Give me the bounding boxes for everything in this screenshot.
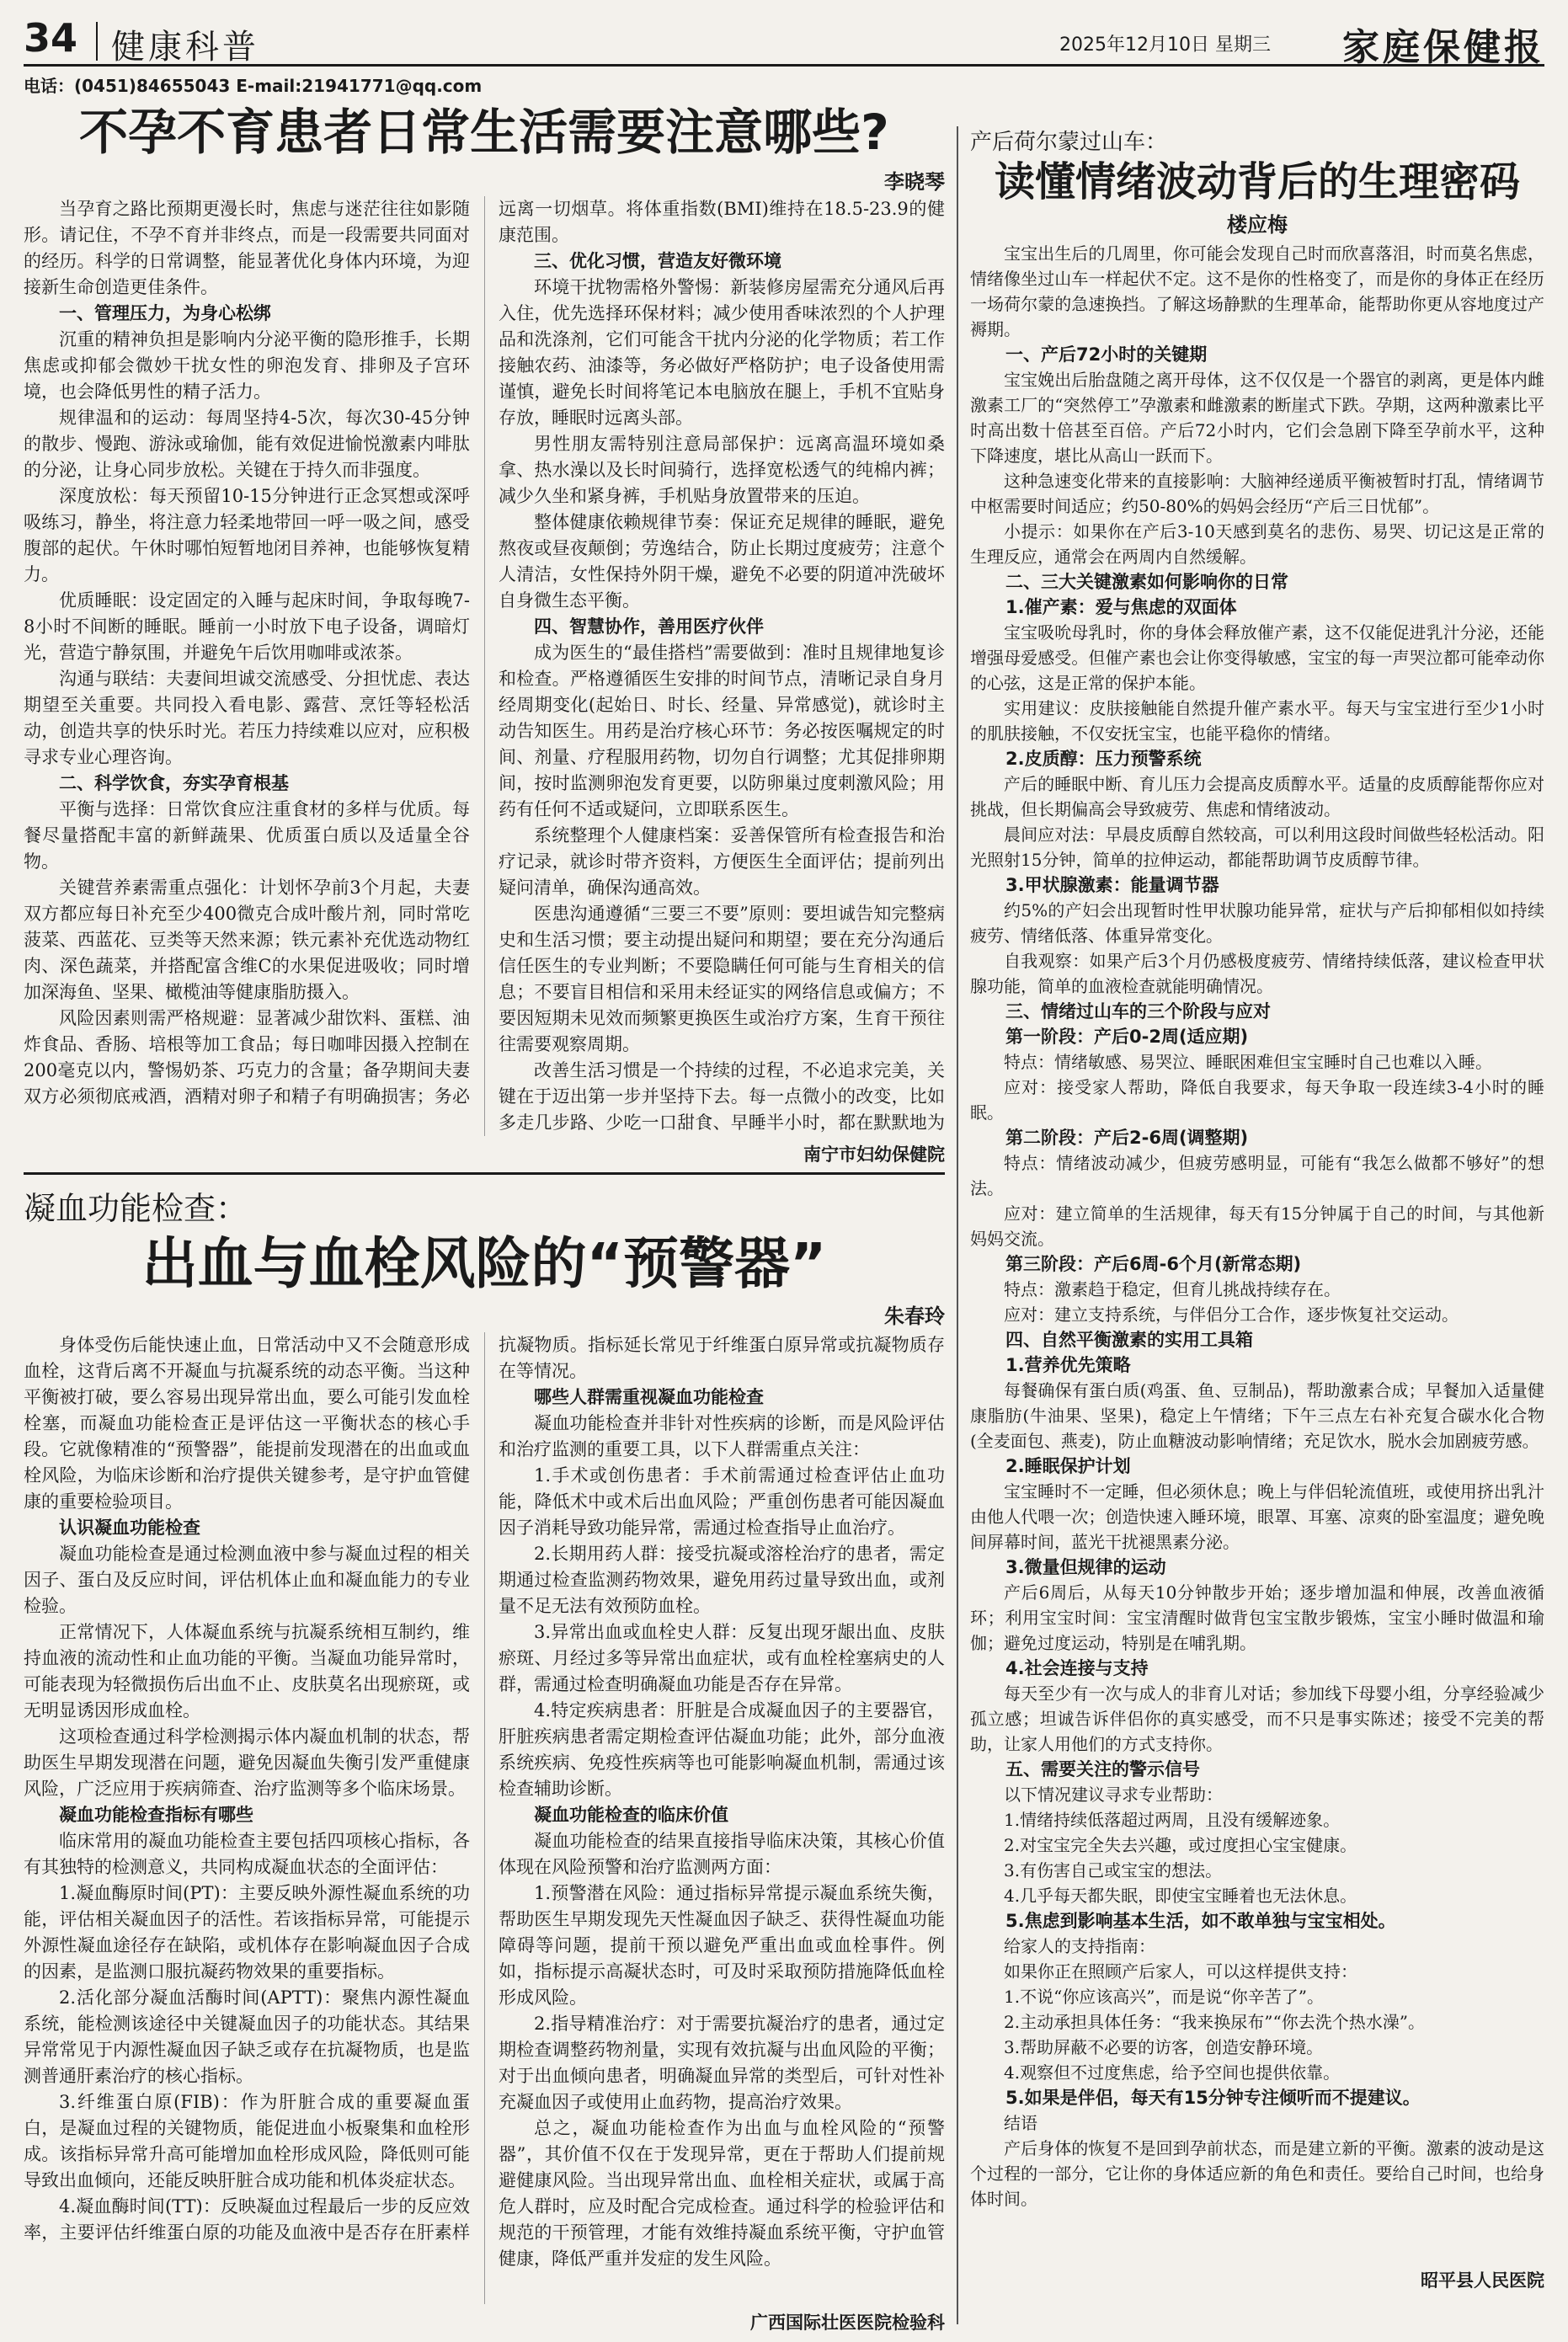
article-author: 李晓琴 xyxy=(884,170,945,194)
paragraph: 特点：情绪敏感、易哭泣、睡眠困难但宝宝睡时自己也难以入睡。 xyxy=(1004,1052,1492,1072)
paragraph: 3.有伤害自己或宝宝的想法。 xyxy=(1004,1860,1223,1881)
paragraph: 产后的睡眠中断、育儿压力会提高皮质醇水平。适量的皮质醇能帮你应对挑战，但长期偏高会导致疲劳、焦虑和情绪波动。 xyxy=(970,774,1544,819)
paragraph: 结语 xyxy=(1004,2113,1037,2133)
section-heading: 1.催产素：爱与焦虑的双面体 xyxy=(1005,597,1237,617)
article-postpartum xyxy=(970,125,1544,2338)
article-source: 广西国际壮医医院检验科 xyxy=(750,2313,945,2333)
paragraph: 宝宝睡时不一定睡，但必须休息；晚上与伴侣轮流值班，或使用挤出乳汁由他人代喂一次；创造快速入睡环境，眼罩、耳塞、凉爽的卧室温度；避免晚间屏幕时间，蓝光干扰褪黑素分泌。 xyxy=(970,1481,1544,1552)
article-coagulation xyxy=(24,1182,945,2338)
section-heading: 三、情绪过山车的三个阶段与应对 xyxy=(1005,1001,1271,1022)
section-heading: 二、三大关键激素如何影响你的日常 xyxy=(1005,572,1288,592)
paragraph: 宝宝吸吮母乳时，你的身体会释放催产素，这不仅能促进乳汁分泌，还能增强母爱感受。但催产素也会让你变得敏感，宝宝的每一声哭泣都可能牵动你的心弦，这是正常的保护本能。 xyxy=(970,622,1544,693)
paragraph: 男性朋友需特别注意局部保护：远离高温环境如桑拿、热水澡以及长时间骑行，选择宽松透气的纯棉内裤；减少久坐和紧身裤，手机贴身放置带来的压迫。 xyxy=(499,434,945,506)
section-heading: 四、自然平衡激素的实用工具箱 xyxy=(1005,1330,1253,1350)
article-divider xyxy=(24,1172,945,1175)
page-number: 34 xyxy=(24,15,78,61)
article-infertility xyxy=(24,99,945,1166)
paragraph: 3.异常出血或血栓史人群：反复出现牙龈出血、皮肤瘀斑、月经过多等异常出血症状，或有血栓栓塞病史的人群，需通过检查明确凝血功能是否存在异常。 xyxy=(499,1622,945,1694)
paragraph: 风险因素则需严格规避：显著减少甜饮料、蛋糕、油炸食品、香肠、培根等加工食品；每日咖啡因摄入控制在200毫克以内，警惕奶茶、巧克力的含量；备孕期间夫妻双方必须彻底戒酒，酒精对卵子和精子有明确损害；务必远离一切烟草。将体重指数(BMI)维持在18.5-23.9的健康范围。 xyxy=(24,199,945,1107)
paragraph: 1.凝血酶原时间(PT)：主要反映外源性凝血系统的功能，评估相关凝血因子的活性。若该指标异常，可能提示外源性凝血途径存在缺陷，或机体存在影响凝血因子合成的因素，是监测口服抗凝药物效果的重要指标。 xyxy=(24,1883,470,1982)
paragraph: 2.长期用药人群：接受抗凝或溶栓治疗的患者，需定期通过检查监测药物效果，避免用药过量导致出血，或剂量不足无法有效预防血栓。 xyxy=(499,1544,945,1616)
article-kicker: 产后荷尔蒙过山车： xyxy=(970,130,1168,155)
issue-date: 2025年12月10日 星期三 xyxy=(1059,35,1271,56)
article-headline: 出血与血栓风险的“预警器” xyxy=(141,1231,827,1296)
paragraph: 应对：接受家人帮助，降低自我要求，每天争取一段连续3-4小时的睡眠。 xyxy=(970,1077,1544,1123)
paragraph: 临床常用的凝血功能检查主要包括四项核心指标，各有其独特的检测意义，共同构成凝血状态的全面评估： xyxy=(24,1831,470,1877)
section-heading: 第一阶段：产后0-2周(适应期) xyxy=(1005,1027,1249,1047)
article-body xyxy=(24,1332,945,2304)
paragraph: 以下情况建议寻求专业帮助： xyxy=(1004,1785,1223,1805)
paragraph: 特点：情绪波动减少，但疲劳感明显，可能有“我怎么做都不够好”的想法。 xyxy=(970,1153,1544,1198)
paragraph: 2.主动承担具体任务：“我来换尿布”“你去洗个热水澡”。 xyxy=(1004,2012,1425,2032)
section-heading: 第三阶段：产后6周-6个月(新常态期) xyxy=(1005,1254,1302,1274)
article-source: 南宁市妇幼保健院 xyxy=(803,1144,945,1165)
paragraph: 整体健康依赖规律节奏：保证充足规律的睡眠，避免熬夜或昼夜颠倒；劳逸结合，防止长期过度疲劳；注意个人清洁，女性保持外阴干燥，避免不必要的阴道冲洗破坏自身微生态平衡。 xyxy=(499,512,945,611)
paragraph: 凝血功能检查是通过检测血液中参与凝血过程的相关因子、蛋白及反应时间，评估机体止血和凝血能力的专业检验。 xyxy=(24,1544,470,1616)
section-heading: 3.甲状腺激素：能量调节器 xyxy=(1005,875,1219,895)
paper-name: 家庭保健报 xyxy=(1342,26,1544,69)
section-heading: 2.皮质醇：压力预警系统 xyxy=(1005,749,1202,769)
paragraph: 凝血功能检查并非针对性疾病的诊断，而是风险评估和治疗监测的重要工具，以下人群需重点关注： xyxy=(499,1413,945,1459)
article-body xyxy=(24,196,945,1136)
masthead-divider xyxy=(96,22,98,61)
section-heading: 5.焦虑到影响基本生活，如不敢单独与宝宝相处。 xyxy=(1005,1911,1396,1931)
paragraph: 产后身体的恢复不是回到孕前状态，而是建立新的平衡。激素的波动是这个过程的一部分，它让你的身体适应新的角色和责任。要给自己时间，也给身体时间。 xyxy=(970,2138,1544,2209)
section-heading: 4.社会连接与支持 xyxy=(1005,1658,1149,1678)
paragraph: 1.预警潜在风险：通过指标异常提示凝血系统失衡，帮助医生早期发现先天性凝血因子缺乏、获得性凝血功能障碍等问题，提前干预以避免严重出血或血栓事件。例如，指标提示高凝状态时，可及时采取预防措施降低血栓形成风险。 xyxy=(499,1883,945,2008)
paragraph: 晨间应对法：早晨皮质醇自然较高，可以利用这段时间做些轻松活动。阳光照射15分钟，简单的拉伸运动，都能帮助调节皮质醇节律。 xyxy=(970,824,1544,870)
paragraph: 每餐确保有蛋白质(鸡蛋、鱼、豆制品)，帮助激素合成；早餐加入适量健康脂肪(牛油果、坚果)，稳定上午情绪；下午三点左右补充复合碳水化合物(全麦面包、燕麦)，防止血糖波动影响情绪；充足饮水，脱水会加剧疲劳感。 xyxy=(970,1380,1544,1451)
paragraph: 当孕育之路比预期更漫长时，焦虑与迷茫往往如影随形。请记住，不孕不育并非终点，而是一段需要共同面对的经历。科学的日常调整，能显著优化身体内环境，为迎接新生命创造更佳条件。 xyxy=(24,199,470,297)
article-kicker: 凝血功能检查： xyxy=(24,1190,248,1227)
paragraph: 2.活化部分凝血活酶时间(APTT)：聚焦内源性凝血系统，能检测该途径中关键凝血因子的功能状态。其结果异常常见于内源性凝血因子缺乏或存在抗凝物质，也是监测普通肝素治疗的核心指标。 xyxy=(24,1987,470,2086)
section-heading: 凝血功能检查的临床价值 xyxy=(534,1805,728,1825)
section-heading: 5.如果是伴侣，每天有15分钟专注倾听而不提建议。 xyxy=(1005,2088,1421,2108)
paragraph: 这种急速变化带来的直接影响：大脑神经递质平衡被暂时打乱，情绪调节中枢需要时间适应；约50-80%的妈妈会经历“产后三日忧郁”。 xyxy=(970,471,1544,516)
paragraph: 实用建议：皮肤接触能自然提升催产素水平。每天与宝宝进行至少1小时的肌肤接触，不仅安抚宝宝，也能平稳你的情绪。 xyxy=(970,698,1544,744)
article-author: 朱春玲 xyxy=(884,1304,945,1328)
paragraph: 成为医生的“最佳搭档”需要做到：准时且规律地复诊和检查。严格遵循医生安排的时间节点，清晰记录自身月经周期变化(起始日、时长、经量、异常感觉)，就诊时主动告知医生。用药是治疗核心环节：务必按医嘱规定的时间、剂量、疗程服用药物，切勿自行调整；尤其促排卵期间，按时监测卵泡发育更要，以防卵巢过度刺激风险；用药有任何不适或疑问，立即联系医生。 xyxy=(499,643,945,819)
paragraph: 平衡与选择：日常饮食应注重食材的多样与优质。每餐尽量搭配丰富的新鲜蔬果、优质蛋白质以及适量全谷物。 xyxy=(24,799,470,872)
column-divider xyxy=(957,126,958,2324)
paragraph: 这项检查通过科学检测揭示体内凝血机制的状态，帮助医生早期发现潜在问题，避免因凝血失衡引发严重健康风险，广泛应用于疾病筛查、治疗监测等多个临床场景。 xyxy=(24,1726,470,1799)
paragraph: 如果你正在照顾产后家人，可以这样提供支持： xyxy=(1004,1961,1357,1982)
paragraph: 每天至少有一次与成人的非育儿对话；参加线下母婴小组，分享经验减少孤立感；坦诚告诉伴侣你的真实感受，而不只是事实陈述；接受不完美的帮助，让家人用他们的方式支持你。 xyxy=(970,1683,1544,1754)
paragraph: 4.特定疾病患者：肝脏是合成凝血因子的主要器官，肝脏疾病患者需定期检查评估凝血功能；此外，部分血液系统疾病、免疫性疾病等也可能影响凝血机制，需通过该检查辅助诊断。 xyxy=(499,1700,945,1799)
paragraph: 特点：激素趋于稳定，但育儿挑战持续存在。 xyxy=(1004,1279,1341,1299)
paragraph: 给家人的支持指南： xyxy=(1004,1936,1155,1956)
article-source: 昭平县人民医院 xyxy=(1421,2270,1544,2291)
article-body xyxy=(970,241,1544,2262)
paragraph: 沉重的精神负担是影响内分泌平衡的隐形推手，长期焦虑或抑郁会微妙干扰女性的卵泡发育、排卵及子宫环境，也会降低男性的精子活力。 xyxy=(24,329,470,402)
section-heading: 3.微量但规律的运动 xyxy=(1005,1557,1166,1577)
paragraph: 宝宝娩出后胎盘随之离开母体，这不仅仅是一个器官的剥离，更是体内雌激素工厂的“突然停工”孕激素和雌激素的断崖式下跌。孕期，这两种激素比平时高出数十倍甚至百倍。产后72小时内，它们会急剧下降至孕前水平，这种下降速度，堪比从高山一跃而下。 xyxy=(970,370,1544,466)
section-heading: 三、优化习惯，营造友好微环境 xyxy=(534,251,781,271)
paragraph: 1.手术或创伤患者：手术前需通过检查评估止血功能，降低术中或术后出血风险；严重创伤患者可能因凝血因子消耗导致功能异常，需通过检查指导止血治疗。 xyxy=(499,1465,945,1538)
paragraph: 系统整理个人健康档案：妥善保管所有检查报告和治疗记录，就诊时带齐资料，方便医生全面评估；提前列出疑问清单，确保沟通高效。 xyxy=(499,825,945,898)
paragraph: 沟通与联结：夫妻间坦诚交流感受、分担忧虑、表达期望至关重要。共同投入看电影、露营、烹饪等轻松活动，创造共享的快乐时光。若压力持续难以应对，应积极寻求专业心理咨询。 xyxy=(24,669,470,767)
paragraph: 环境干扰物需格外警惕：新装修房屋需充分通风后再入住，优先选择环保材料；减少使用香味浓烈的个人护理品和洗涤剂，它们可能含干扰内分泌的化学物质；若工作接触农药、油漆等，务必做好严格防护；电子设备使用需谨慎，避免长时间将笔记本电脑放在腿上，手机不宜贴身存放，睡眠时远离头部。 xyxy=(499,277,945,428)
paragraph: 规律温和的运动：每周坚持4-5次，每次30-45分钟的散步、慢跑、游泳或瑜伽，能有效促进愉悦激素内啡肽的分泌，让身心同步放松。关键在于持久而非强度。 xyxy=(24,408,470,480)
paragraph: 深度放松：每天预留10-15分钟进行正念冥想或深呼吸练习，静坐，将注意力轻柔地带回一呼一吸之间，感受腹部的起伏。午休时哪怕短暂地闭目养神，也能够恢复精力。 xyxy=(24,486,470,584)
paragraph: 自我观察：如果产后3个月仍感极度疲劳、情绪持续低落，建议检查甲状腺功能，简单的血液检查就能明确情况。 xyxy=(970,951,1544,996)
paragraph: 应对：建立支持系统，与伴侣分工合作，逐步恢复社交运动。 xyxy=(1004,1304,1459,1325)
section-heading: 第二阶段：产后2-6周(调整期) xyxy=(1005,1128,1249,1148)
article-author: 楼应梅 xyxy=(1227,213,1288,237)
paragraph: 身体受伤后能快速止血，日常活动中又不会随意形成血栓，这背后离不开凝血与抗凝系统的动态平衡。当这种平衡被打破，要么容易出现异常出血，要么可能引发血栓栓塞，而凝血功能检查正是评估这一平衡状态的核心手段。它就像精准的“预警器”，能提前发现潜在的出血或血栓风险，为临床诊断和治疗提供关键参考，是守护血管健康的重要检验项目。 xyxy=(24,1335,470,1512)
paragraph: 总之，凝血功能检查作为出血与血栓风险的“预警器”，其价值不仅在于发现异常，更在于帮助人们提前规避健康风险。当出现异常出血、血栓相关症状，或属于高危人群时，应及时配合完成检查。通过科学的检验评估和规范的干预管理，才能有效维持凝血系统平衡，守护血管健康，降低严重并发症的发生风险。 xyxy=(499,2118,945,2269)
paragraph: 4.几乎每天都失眠，即使宝宝睡着也无法休息。 xyxy=(1004,1886,1357,1906)
paragraph: 医患沟通遵循“三要三不要”原则：要坦诚告知完整病史和生活习惯；要主动提出疑问和期望；要在充分沟通后信任医生的专业判断；不要隐瞒任何可能与生育相关的信息；不要盲目相信和采用未经证实的网络信息或偏方；不要因短期未见效而频繁更换医生或治疗方案，生育干预往往需要观察周期。 xyxy=(499,904,945,1054)
paragraph: 凝血功能检查的结果直接指导临床决策，其核心价值体现在风险预警和治疗监测两方面： xyxy=(499,1831,945,1877)
section-heading: 凝血功能检查指标有哪些 xyxy=(59,1805,253,1825)
section-heading: 一、产后72小时的关键期 xyxy=(1005,344,1208,365)
paragraph: 小提示：如果你在产后3-10天感到莫名的悲伤、易哭、切记这是正常的生理反应，通常会在两周内自然缓解。 xyxy=(970,521,1544,567)
paragraph: 1.不说“你应该高兴”，而是说“你辛苦了”。 xyxy=(1004,1987,1324,2007)
paragraph: 约5%的产妇会出现暂时性甲状腺功能异常，症状与产后抑郁相似如持续疲劳、情绪低落、体重异常变化。 xyxy=(970,900,1544,946)
section-heading: 认识凝血功能检查 xyxy=(59,1518,200,1538)
contact-info: 电话：(0451)84655043 E-mail:21941771@qq.com xyxy=(24,76,483,96)
paragraph: 1.情绪持续低落超过两周，且没有缓解迹象。 xyxy=(1004,1810,1341,1830)
paragraph: 产后6周后，从每天10分钟散步开始；逐步增加温和伸展，改善血液循环；利用宝宝时间：宝宝清醒时做背包宝宝散步锻炼，宝宝小睡时做温和瑜伽；避免过度运动，特别是在哺乳期。 xyxy=(970,1582,1544,1653)
paragraph: 正常情况下，人体凝血系统与抗凝系统相互制约，维持血液的流动性和止血功能的平衡。当凝血功能异常时，可能表现为轻微损伤后出血不止、皮肤莫名出现瘀斑，或无明显诱因形成血栓。 xyxy=(24,1622,470,1720)
section-heading: 四、智慧协作，善用医疗伙伴 xyxy=(534,616,764,637)
paragraph: 宝宝出生后的几周里，你可能会发现自己时而欣喜落泪，时而莫名焦虑，情绪像坐过山车一样起伏不定。这不是你的性格变了，而是你的身体正在经历一场荷尔蒙的急速换挡。了解这场静默的生理革命，能帮助你更从容地度过产褥期。 xyxy=(970,243,1544,339)
section-heading: 2.睡眠保护计划 xyxy=(1005,1456,1131,1476)
paragraph: 3.纤维蛋白原(FIB)：作为肝脏合成的重要凝血蛋白，是凝血过程的关键物质，能促进血小板聚集和血栓形成。该指标异常升高可能增加血栓形成风险，降低则可能导致出血倾向，还能反映肝脏合成功能和机体炎症状态。 xyxy=(24,2092,470,2190)
paragraph: 4.观察但不过度焦虑，给予空间也提供依靠。 xyxy=(1004,2062,1341,2083)
paragraph: 改善生活习惯是一个持续的过程，不必追求完美，关键在于迈出第一步并坚持下去。每一点微小的改变，比如多走几步路、少吃一口甜食、早睡半小时，都在默默地为 xyxy=(499,1060,945,1133)
article-headline: 不孕不育患者日常生活需要注意哪些? xyxy=(79,104,889,161)
section-title: 健康科普 xyxy=(111,28,259,67)
section-heading: 五、需要关注的警示信号 xyxy=(1005,1759,1200,1779)
article-headline: 读懂情绪波动背后的生理密码 xyxy=(994,158,1520,205)
paragraph: 3.帮助屏蔽不必要的访客，创造安静环境。 xyxy=(1004,2037,1324,2057)
paragraph: 关键营养素需重点强化：计划怀孕前3个月起，夫妻双方都应每日补充至少400微克合成叶酸片剂，同时常吃菠菜、西蓝花、豆类等天然来源；铁元素补充优选动物红肉、深色蔬菜，并搭配富含维C的水果促进吸收；同时增加深海鱼、坚果、橄榄油等健康脂肪摄入。 xyxy=(24,878,470,1002)
section-heading: 哪些人群需重视凝血功能检查 xyxy=(534,1387,764,1407)
section-heading: 一、管理压力，为身心松绑 xyxy=(59,303,271,323)
paragraph: 2.指导精准治疗：对于需要抗凝治疗的患者，通过定期检查调整药物剂量，实现有效抗凝与出血风险的平衡；对于出血倾向患者，明确凝血异常的类型后，可针对性补充凝血因子或使用止血药物，提高治疗效果。 xyxy=(499,2014,945,2112)
paragraph: 应对：建立简单的生活规律，每天有15分钟属于自己的时间，与其他新妈妈交流。 xyxy=(970,1203,1544,1249)
paragraph: 2.对宝宝完全失去兴趣，或过度担心宝宝健康。 xyxy=(1004,1835,1357,1855)
section-heading: 1.营养优先策略 xyxy=(1005,1355,1131,1375)
paragraph: 优质睡眠：设定固定的入睡与起床时间，争取每晚7-8小时不间断的睡眠。睡前一小时放下电子设备，调暗灯光，营造宁静氛围，并避免午后饮用咖啡或浓茶。 xyxy=(24,590,470,663)
masthead xyxy=(24,15,1544,67)
paragraph: 4.凝血酶时间(TT)：反映凝血过程最后一步的反应效率，主要评估纤维蛋白原的功能及血液中是否存在肝素样抗凝物质。指标延长常见于纤维蛋白原异常或抗凝物质存在等情况。 xyxy=(24,1335,945,2243)
section-heading: 二、科学饮食，夯实孕育根基 xyxy=(59,773,289,793)
